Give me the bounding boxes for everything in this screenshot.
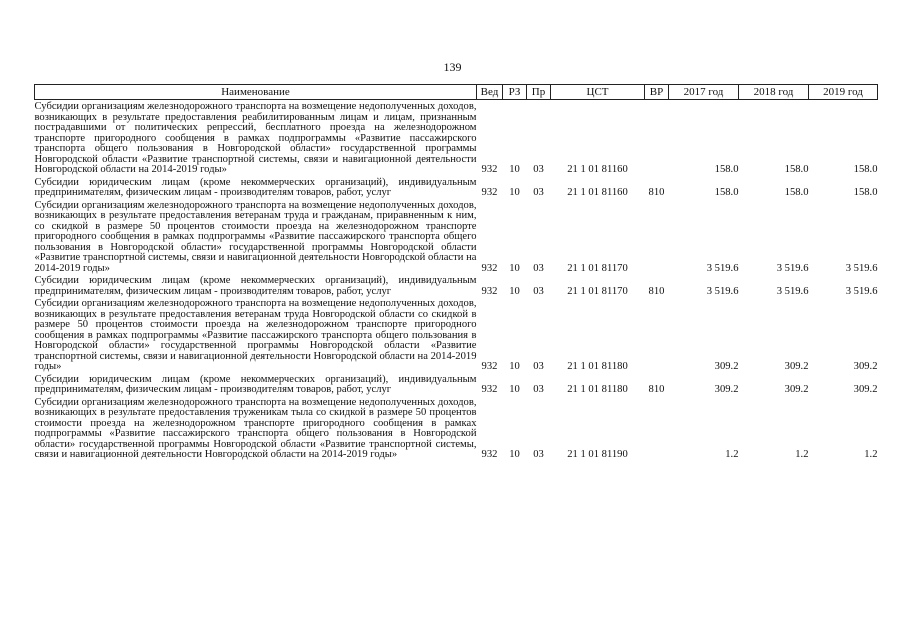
row-vr: 810 <box>648 187 665 198</box>
row-rz: 10 <box>509 164 520 175</box>
row-2019: 309.2 <box>853 384 878 395</box>
row-pr: 03 <box>533 285 544 297</box>
row-vr <box>645 100 669 176</box>
page-number: 139 <box>443 60 462 74</box>
row-name: Субсидии организациям железнодорожного транспорта на возмещение недополученных доходов, возникающих в результате предоставления труженикам тыла со скидкой в размере 50 процентов стоимости проезда на железнодорожном транспорте пригородного сообщения в рамках подпрограммы «Развитие пассажирского транспорта общего пользования в Новгородской области» государственной программы Новгородской области «Развитие транспортной системы, связи и навигационной деятельности Новгородской области на 2014-2019 годы» <box>34 396 477 460</box>
row-vr <box>645 297 669 373</box>
table-row <box>35 274 878 297</box>
row-2018: 1.2 <box>795 449 809 460</box>
header-ved: Вед <box>477 85 503 100</box>
row-name: Субсидии организациям железнодорожного транспорта на возмещение недополученных доходов, возникающих в результате предоставления ветеранам труда и гражданам, приравненным к ним, со скидкой в размере 50 процентов стоимости проезда на железнодорожном транспорте пригородного сообщения в рамках подпрограммы «Развитие пассажирского транспорта общего пользования в Новгородской области» государственной программы Новгородской области «Развитие транспортной системы, связи и навигационной деятельности Новгородской области на 2014-2019 годы» <box>34 199 477 274</box>
row-2018: 3 519.6 <box>776 262 809 274</box>
row-name: Субсидии организациям железнодорожного транспорта на возмещение недополученных доходов, возникающих в результате предоставления ветеранам труда Новгородской области со скидкой в размере 50 процентов стоимости проезда на железнодорожном транспорте пригородного сообщения в рамках подпрограммы «Развитие пассажирского транспорта общего пользования в Новгородской области» государственной программы Новгородской области «Развитие транспортной системы, связи и навигационной деятельности Новгородской области на 2014-2019 годы» <box>34 298 477 372</box>
row-rz: 10 <box>509 285 520 297</box>
header-cst: ЦСТ <box>551 85 645 100</box>
row-2018: 158.0 <box>784 187 809 198</box>
row-2019: 1.2 <box>864 449 878 460</box>
row-cst: 21 1 01 81170 <box>567 285 628 297</box>
row-2017: 158.0 <box>714 187 739 198</box>
table-row <box>35 176 878 199</box>
row-pr: 03 <box>533 449 544 460</box>
row-vr: 810 <box>648 285 665 297</box>
row-ved: 932 <box>481 384 498 395</box>
table-row <box>35 373 878 396</box>
header-rz: РЗ <box>503 85 527 100</box>
row-name: Субсидии юридическим лицам (кроме некоммерческих организаций), индивидуальным предпринимателям, физическим лицам - производителям товаров, работ, услуг <box>34 176 477 198</box>
header-2017: 2017 год <box>669 85 739 100</box>
row-rz: 10 <box>509 449 520 460</box>
row-vr <box>645 199 669 275</box>
row-ved: 932 <box>481 262 498 274</box>
row-2018: 309.2 <box>784 384 809 395</box>
row-pr: 03 <box>533 262 544 274</box>
row-pr: 03 <box>533 164 544 175</box>
row-pr: 03 <box>533 384 544 395</box>
table-row <box>35 199 878 275</box>
row-rz: 10 <box>509 262 520 274</box>
row-vr: 810 <box>648 384 665 395</box>
row-2019: 3 519.6 <box>845 285 878 297</box>
row-cst: 21 1 01 81180 <box>567 361 628 372</box>
row-ved: 932 <box>481 285 498 297</box>
row-rz: 10 <box>509 384 520 395</box>
row-2017: 158.0 <box>714 164 739 175</box>
row-ved: 932 <box>481 449 498 460</box>
row-name: Субсидии юридическим лицам (кроме некоммерческих организаций), индивидуальным предпринимателям, физическим лицам - производителям товаров, работ, услуг <box>34 373 477 395</box>
row-name: Субсидии организациям железнодорожного транспорта на возмещение недополученных доходов, возникающих в результате предоставления реабилитированным лицам и лицам, признанным пострадавшими от политических репрессий, бесплатного проезда на железнодорожном транспорте пригородного сообщения в рамках подпрограммы «Развитие пассажирского транспорта общего пользования в Новгородской области» государственной программы Новгородской области «Развитие транспортной системы, связи и навигационной деятельности Новгородской области на 2014-2019 годы» <box>34 101 477 175</box>
row-cst: 21 1 01 81160 <box>567 164 628 175</box>
row-cst: 21 1 01 81190 <box>567 449 628 460</box>
row-2018: 3 519.6 <box>776 285 809 297</box>
header-name: Наименование <box>35 85 477 100</box>
row-2019: 158.0 <box>853 164 878 175</box>
row-pr: 03 <box>533 187 544 198</box>
table-row <box>35 297 878 373</box>
row-name: Субсидии юридическим лицам (кроме некоммерческих организаций), индивидуальным предпринимателям, физическим лицам - производителям товаров, работ, услуг <box>34 275 477 297</box>
row-2017: 1.2 <box>725 449 739 460</box>
budget-table <box>34 84 878 461</box>
header-vr: ВР <box>645 85 669 100</box>
row-cst: 21 1 01 81170 <box>567 262 628 274</box>
row-ved: 932 <box>481 361 498 372</box>
row-2017: 3 519.6 <box>706 285 739 297</box>
row-pr: 03 <box>533 361 544 372</box>
row-2018: 158.0 <box>784 164 809 175</box>
header-pr: Пр <box>527 85 551 100</box>
row-2018: 309.2 <box>784 361 809 372</box>
row-2019: 3 519.6 <box>845 262 878 274</box>
row-2017: 309.2 <box>714 384 739 395</box>
row-2017: 309.2 <box>714 361 739 372</box>
row-cst: 21 1 01 81180 <box>567 384 628 395</box>
header-2019: 2019 год <box>809 85 878 100</box>
row-2017: 3 519.6 <box>706 262 739 274</box>
table-header-row <box>35 85 878 100</box>
table-row <box>35 396 878 461</box>
row-ved: 932 <box>481 164 498 175</box>
header-2018: 2018 год <box>739 85 809 100</box>
row-2019: 309.2 <box>853 361 878 372</box>
table-row <box>35 100 878 176</box>
row-vr <box>645 396 669 461</box>
row-rz: 10 <box>509 187 520 198</box>
row-2019: 158.0 <box>853 187 878 198</box>
row-cst: 21 1 01 81160 <box>567 187 628 198</box>
row-ved: 932 <box>481 187 498 198</box>
row-rz: 10 <box>509 361 520 372</box>
